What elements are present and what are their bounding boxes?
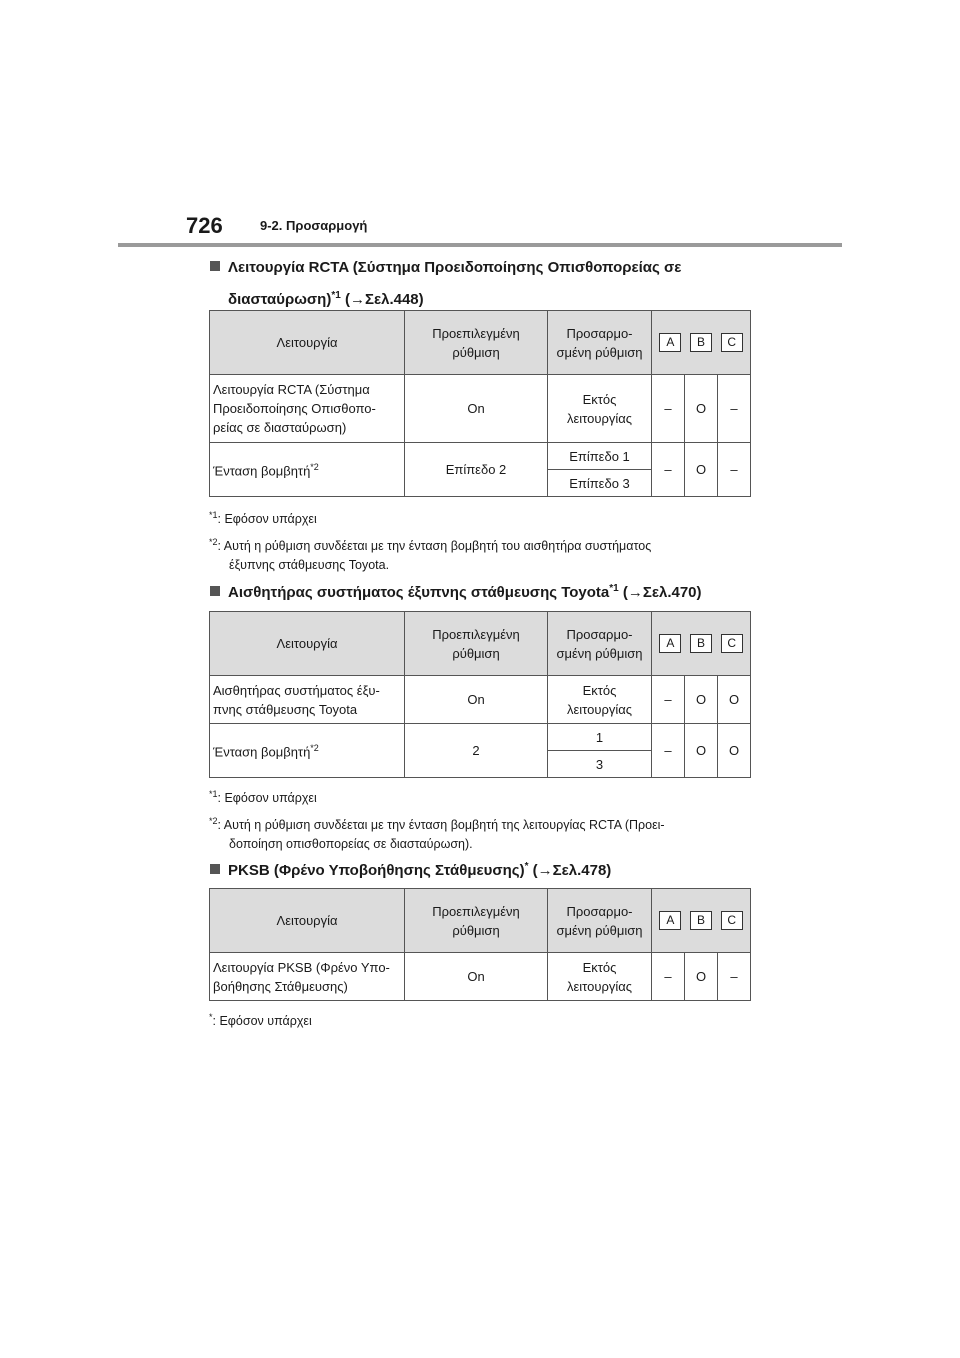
note-mark: *2 [209,537,218,548]
cell-function-text: Ένταση βομβητή [213,744,311,760]
letter-b: B [690,333,712,352]
cell-a: – [652,676,685,724]
col-abc [652,612,751,676]
col-default: Προεπιλεγμένη ρύθμιση [405,612,548,676]
cell-b: O [685,724,718,778]
letter-c: C [721,333,743,352]
section1-title-ref: (→Σελ.448) [344,291,424,308]
square-bullet-icon [210,864,220,874]
cell-custom: Εκτός λειτουργίας [548,953,652,1001]
letter-c: C [721,634,743,653]
section2-table [209,611,751,778]
section2-title-sup: *1 [609,583,619,594]
cell-c: – [718,375,751,443]
header-rule [118,243,842,247]
col-custom: Προσαρμο-σμένη ρύθμιση [548,612,652,676]
cell-custom: 1 [548,724,652,751]
table-row [210,724,751,751]
table-row [210,953,751,1001]
cell-custom: Εκτός λειτουργίας [548,375,652,443]
letter-b: B [690,634,712,653]
cell-function: Λειτουργία RCTA (Σύστημα Προειδοποίησης Οπισθοπο-ρείας σε διασταύρωση) [210,375,405,443]
table-row [210,443,751,470]
note-mark: *1 [209,789,218,799]
note-text-cont: έξυπνης στάθμευσης Toyota. [229,558,390,573]
cell-default: On [405,676,548,724]
cell-b: O [685,375,718,443]
cell-custom: Επίπεδο 1 [548,443,652,470]
section2-title-ref: (→Σελ.470) [622,584,702,601]
cell-function-sup: *2 [310,743,319,754]
note-mark: *1 [209,510,218,520]
table-row [210,375,751,443]
letter-a: A [659,333,681,352]
letter-a: A [659,911,681,930]
section1-title-line1: Λειτουργία RCTA (Σύστημα Προειδοποίησης Οπισθοπορείας σε [228,259,682,276]
note-text: : Εφόσον υπάρχει [217,512,317,527]
cell-c: O [718,724,751,778]
col-function: Λειτουργία [210,889,405,953]
col-custom: Προσαρμο-σμένη ρύθμιση [548,311,652,375]
cell-default: 2 [405,724,548,778]
letter-a: A [659,634,681,653]
section1-table [209,310,751,497]
section3-table [209,888,751,1001]
cell-a: – [652,953,685,1001]
cell-function-sup: *2 [310,462,319,473]
square-bullet-icon [210,261,220,271]
cell-function [210,443,405,497]
cell-b: O [685,676,718,724]
cell-default: On [405,375,548,443]
cell-a: – [652,724,685,778]
letter-b: B [690,911,712,930]
cell-custom: 3 [548,751,652,778]
table-row [210,676,751,724]
cell-function-text: Ένταση βομβητή [213,463,311,479]
section3-title-ref: (→Σελ.478) [532,862,612,879]
note-mark: * [209,1012,213,1022]
section3-title-line1: PKSB (Φρένο Υποβοήθησης Στάθμευσης) [228,862,525,879]
note-text: : Αυτή η ρύθμιση συνδέεται με την ένταση βομβητή της λειτουργίας RCTA (Προει- [217,818,665,833]
col-abc [652,311,751,375]
col-function: Λειτουργία [210,612,405,676]
table-header-row [210,311,751,375]
note-text: : Αυτή η ρύθμιση συνδέεται με την ένταση βομβητή του αισθητήρα συστήματος [217,539,652,554]
table-header-row [210,889,751,953]
section2-notes [209,785,769,854]
cell-b: O [685,443,718,497]
section3-heading [210,853,611,885]
note-text: : Εφόσον υπάρχει [212,1014,312,1029]
section2-title-line1: Αισθητήρας συστήματος έξυπνης στάθμευσης Toyota [228,584,610,601]
col-function: Λειτουργία [210,311,405,375]
page-header [0,0,960,250]
cell-default: Επίπεδο 2 [405,443,548,497]
cell-function: Λειτουργία PKSB (Φρένο Υπο-βοήθησης Στάθμευσης) [210,953,405,1001]
section3-title-sup: * [524,861,529,872]
cell-function [210,724,405,778]
letter-c: C [721,911,743,930]
cell-default: On [405,953,548,1001]
cell-function: Αισθητήρας συστήματος έξυ-πνης στάθμευσης Toyota [210,676,405,724]
section2-heading [210,575,702,607]
note-text: : Εφόσον υπάρχει [217,791,317,806]
cell-a: – [652,443,685,497]
cell-c: O [718,676,751,724]
cell-a: – [652,375,685,443]
square-bullet-icon [210,586,220,596]
page-number: 726 [186,213,223,238]
section1-title-line2: διασταύρωση) [228,291,332,308]
section3-notes [209,1008,769,1031]
section1-heading [210,254,681,314]
col-custom: Προσαρμο-σμένη ρύθμιση [548,889,652,953]
table-header-row [210,612,751,676]
cell-custom: Εκτός λειτουργίας [548,676,652,724]
note-text-cont: δοποίηση οπισθοπορείας σε διασταύρωση). [229,837,473,852]
col-default: Προεπιλεγμένη ρύθμιση [405,889,548,953]
cell-b: O [685,953,718,1001]
cell-custom: Επίπεδο 3 [548,470,652,497]
col-abc [652,889,751,953]
section-title: 9-2. Προσαρμογή [260,218,368,233]
section1-notes [209,506,769,575]
section1-title-sup: *1 [331,290,341,301]
cell-c: – [718,953,751,1001]
note-mark: *2 [209,816,218,827]
cell-c: – [718,443,751,497]
col-default: Προεπιλεγμένη ρύθμιση [405,311,548,375]
